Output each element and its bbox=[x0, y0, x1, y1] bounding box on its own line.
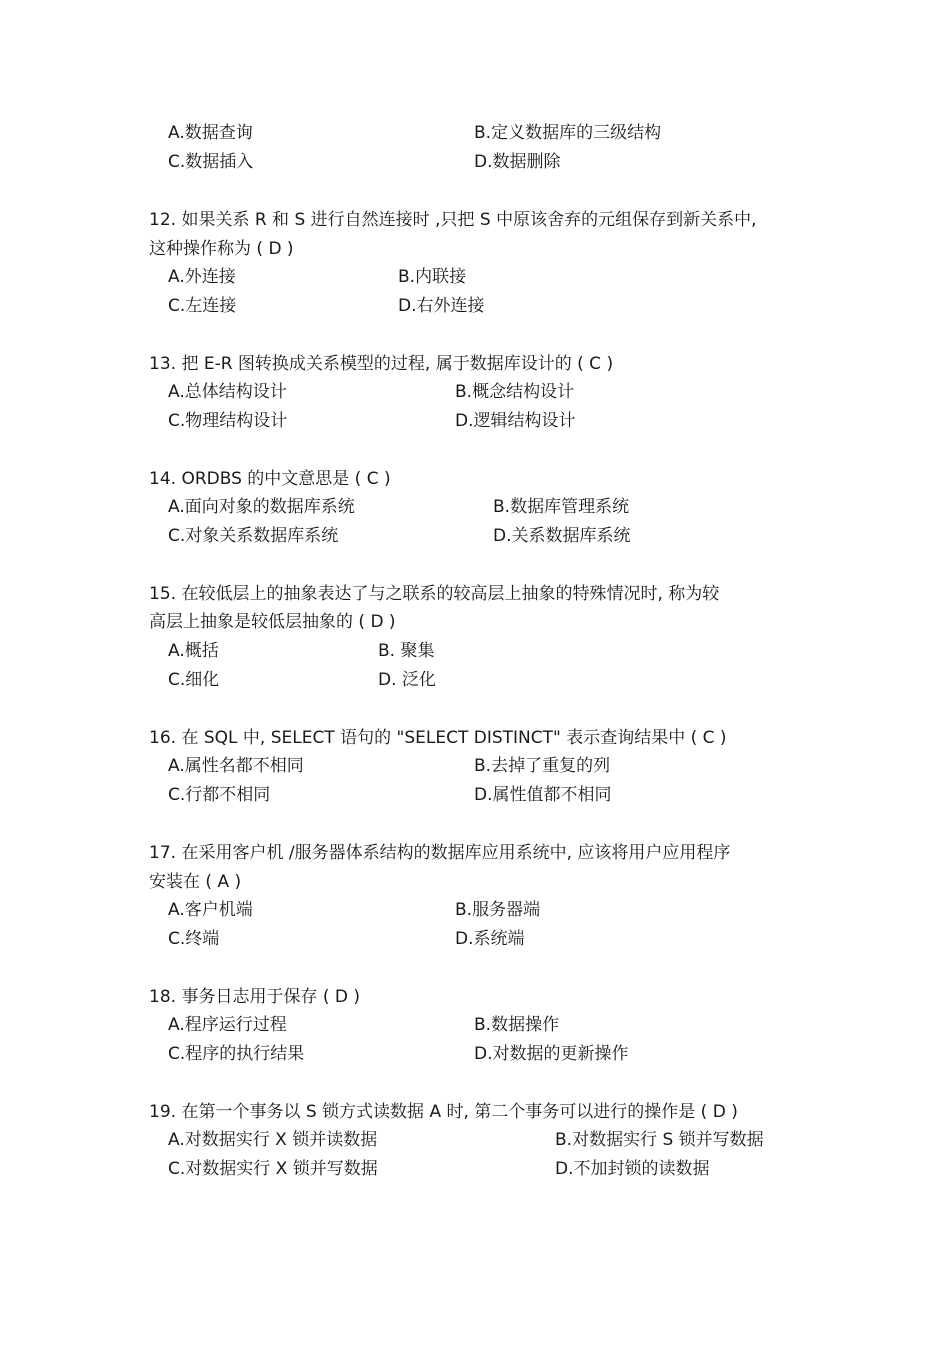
q18-option-a: A.程序运行过程 bbox=[168, 1015, 287, 1035]
q13-option-d: D.逻辑结构设计 bbox=[455, 411, 576, 431]
q15-option-c: C.细化 bbox=[168, 670, 220, 690]
q18-option-d: D.对数据的更新操作 bbox=[474, 1044, 629, 1064]
q17-option-b: B.服务器端 bbox=[455, 900, 541, 920]
q15-option-b: B. 聚集 bbox=[378, 641, 435, 661]
q11-option-a: A.数据查询 bbox=[168, 123, 253, 143]
q12-question-cont: 这种操作称为 ( D ) bbox=[149, 239, 294, 259]
q12-option-d: D.右外连接 bbox=[398, 296, 485, 316]
q17-question-cont: 安装在 ( A ) bbox=[149, 872, 242, 892]
q11-option-c: C.数据插入 bbox=[168, 152, 254, 172]
q19-option-a: A.对数据实行 X 锁并读数据 bbox=[168, 1130, 378, 1150]
q14-option-d: D.关系数据库系统 bbox=[493, 526, 631, 546]
q16-option-d: D.属性值都不相同 bbox=[474, 785, 612, 805]
q19-option-c: C.对数据实行 X 锁并写数据 bbox=[168, 1159, 378, 1179]
q12-option-b: B.内联接 bbox=[398, 267, 467, 287]
q12-option-c: C.左连接 bbox=[168, 296, 237, 316]
q17-option-a: A.客户机端 bbox=[168, 900, 253, 920]
q18-question: 18. 事务日志用于保存 ( D ) bbox=[149, 987, 361, 1007]
q17-option-d: D.系统端 bbox=[455, 929, 525, 949]
q14-question: 14. ORDBS 的中文意思是 ( C ) bbox=[149, 469, 391, 489]
q16-question: 16. 在 SQL 中, SELECT 语句的 "SELECT DISTINCT" 表示查询结果中 ( C ) bbox=[149, 728, 727, 748]
q16-option-c: C.行都不相同 bbox=[168, 785, 271, 805]
q14-option-b: B.数据库管理系统 bbox=[493, 497, 630, 517]
q13-option-c: C.物理结构设计 bbox=[168, 411, 288, 431]
q12-question: 12. 如果关系 R 和 S 进行自然连接时 ,只把 S 中原该舍弃的元组保存到新关系中, bbox=[149, 210, 757, 230]
q16-option-b: B.去掉了重复的列 bbox=[474, 756, 611, 776]
q15-option-a: A.概括 bbox=[168, 641, 219, 661]
q19-option-d: D.不加封锁的读数据 bbox=[555, 1159, 710, 1179]
q18-option-c: C.程序的执行结果 bbox=[168, 1044, 305, 1064]
q17-option-c: C.终端 bbox=[168, 929, 220, 949]
q13-question: 13. 把 E-R 图转换成关系模型的过程, 属于数据库设计的 ( C ) bbox=[149, 354, 614, 374]
q12-option-a: A.外连接 bbox=[168, 267, 236, 287]
q13-option-b: B.概念结构设计 bbox=[455, 382, 575, 402]
q14-option-c: C.对象关系数据库系统 bbox=[168, 526, 339, 546]
q15-option-d: D. 泛化 bbox=[378, 670, 436, 690]
q18-option-b: B.数据操作 bbox=[474, 1015, 560, 1035]
q16-option-a: A.属性名都不相同 bbox=[168, 756, 304, 776]
q15-question-cont: 高层上抽象是较低层抽象的 ( D ) bbox=[149, 612, 396, 632]
q13-option-a: A.总体结构设计 bbox=[168, 382, 287, 402]
q14-option-a: A.面向对象的数据库系统 bbox=[168, 497, 355, 517]
q17-question: 17. 在采用客户机 /服务器体系结构的数据库应用系统中, 应该将用户应用程序 bbox=[149, 843, 731, 863]
q11-option-d: D.数据删除 bbox=[474, 152, 561, 172]
q19-question: 19. 在第一个事务以 S 锁方式读数据 A 时, 第二个事务可以进行的操作是 ( D ) bbox=[149, 1102, 738, 1122]
q19-option-b: B.对数据实行 S 锁并写数据 bbox=[555, 1130, 764, 1150]
q15-question: 15. 在较低层上的抽象表达了与之联系的较高层上抽象的特殊情况时, 称为较 bbox=[149, 584, 720, 604]
q11-option-b: B.定义数据库的三级结构 bbox=[474, 123, 662, 143]
